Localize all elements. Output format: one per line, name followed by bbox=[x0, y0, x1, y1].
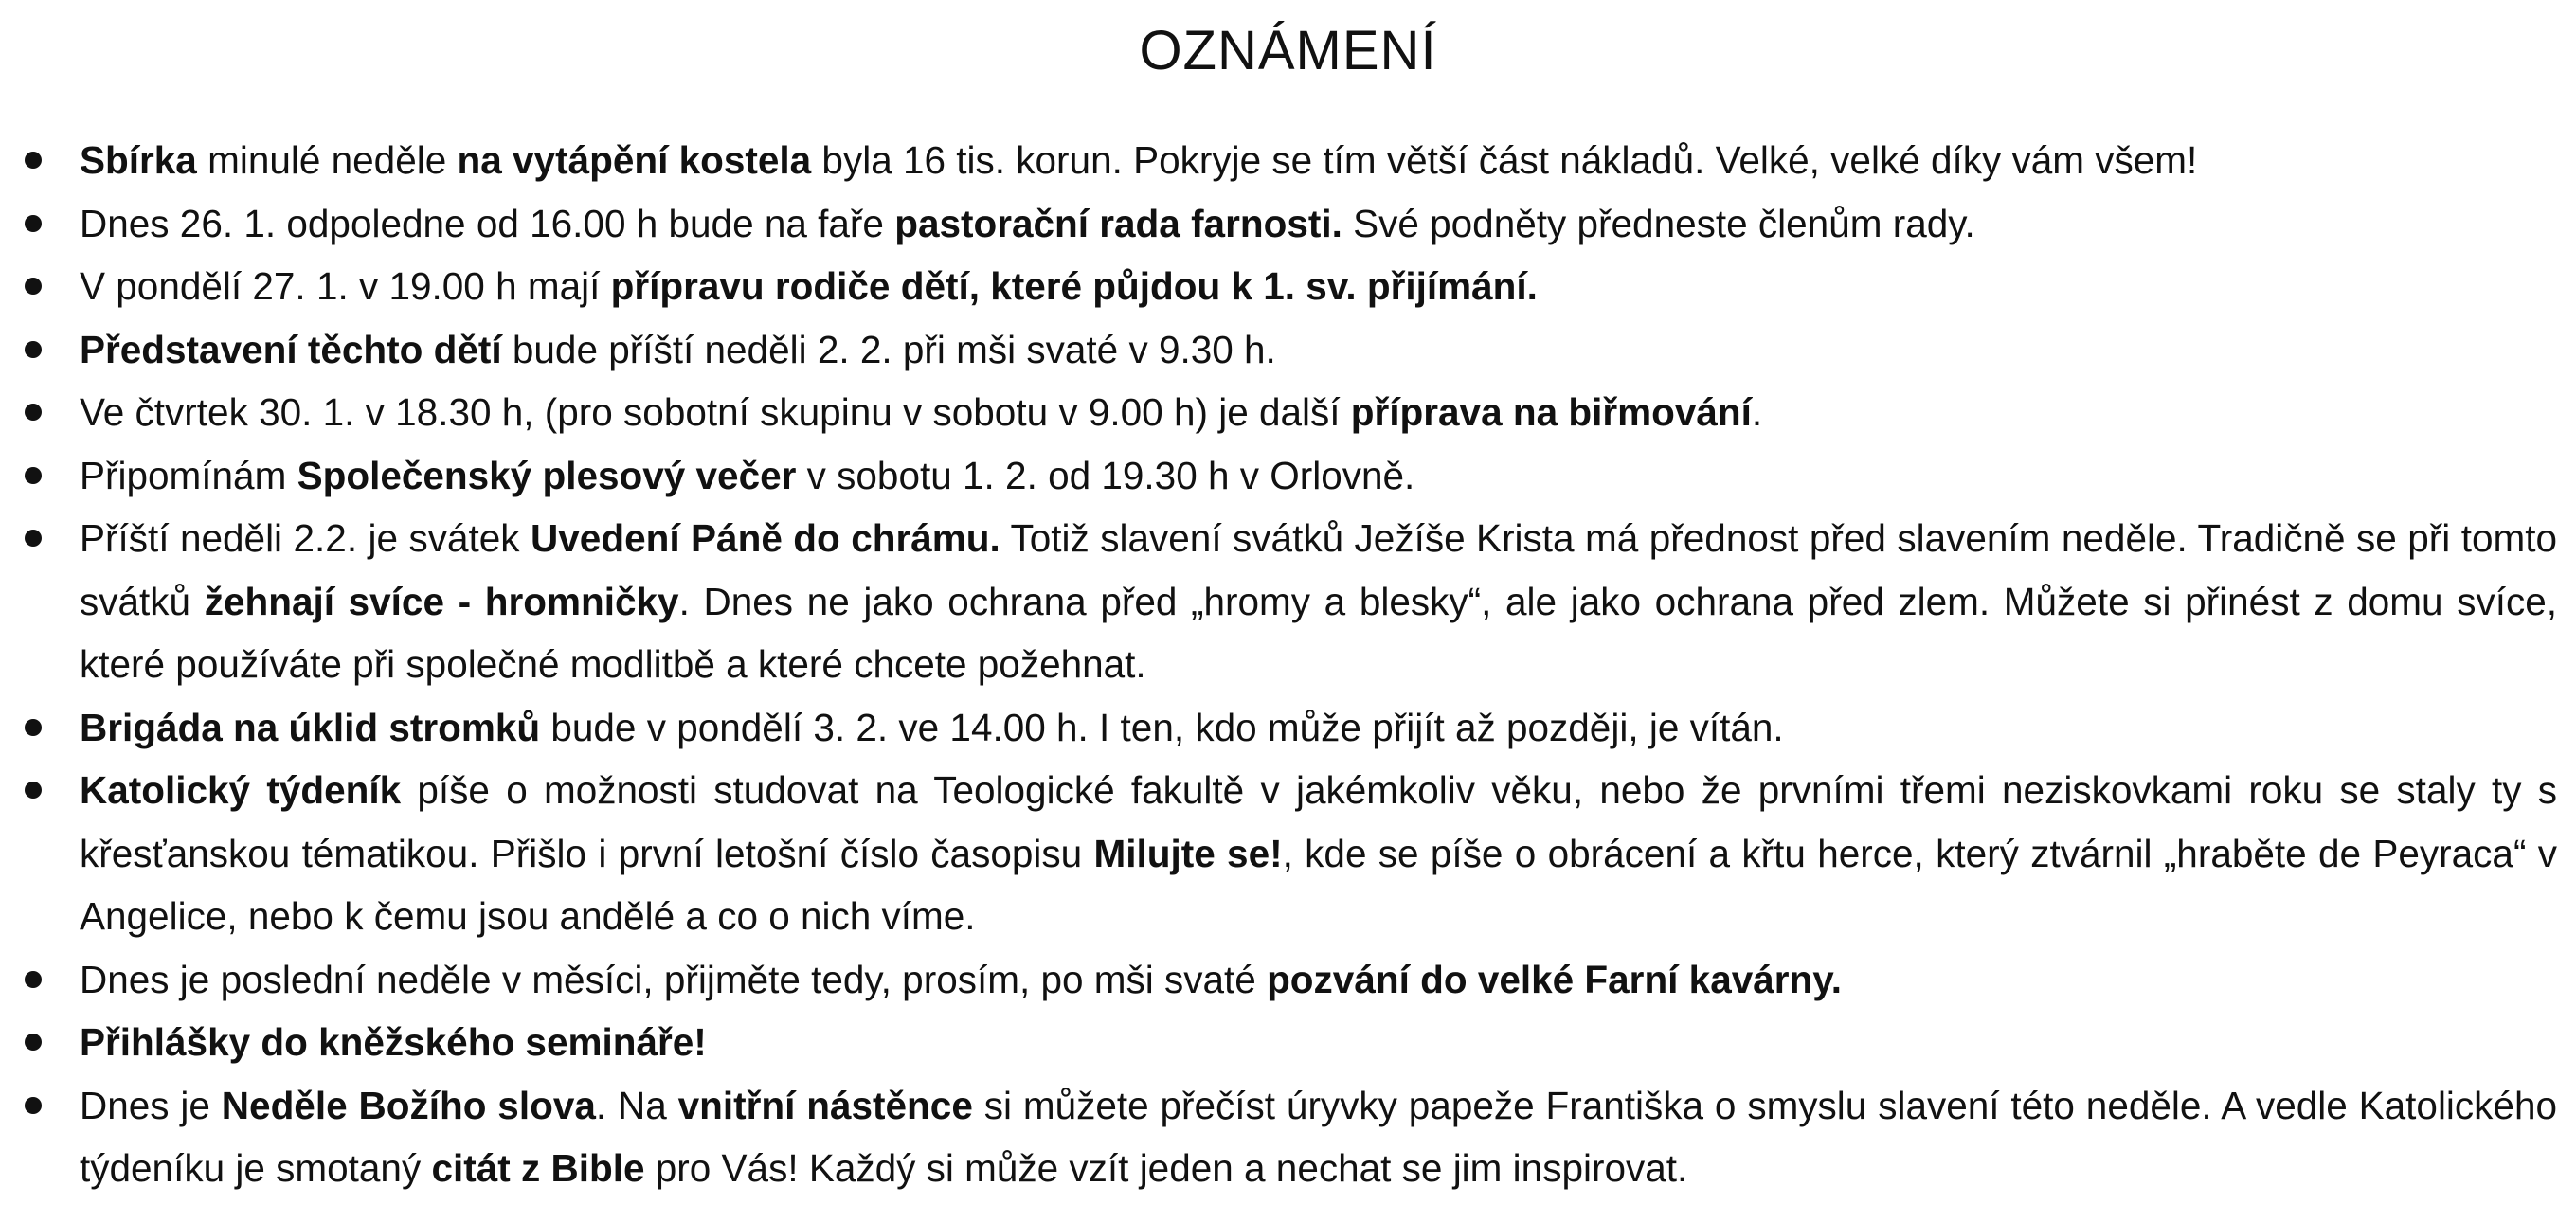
bold-text: Katolický týdeník bbox=[80, 768, 402, 812]
bold-text: příprava na biřmování bbox=[1350, 390, 1752, 434]
bullet-icon bbox=[25, 1097, 42, 1114]
text-segment: . Na bbox=[595, 1083, 678, 1127]
bullet-icon bbox=[25, 278, 42, 295]
bold-text: Přihlášky do kněžského semináře! bbox=[80, 1020, 707, 1064]
text-segment: Své podněty předneste členům rady. bbox=[1342, 201, 1975, 245]
text-segment: Totiž slavení svátků Ježíše Krista má přednost před slavením neděle. Tradičně se při tomto svátků bbox=[80, 516, 2557, 623]
text-segment: V pondělí 27. 1. v 19.00 h mají bbox=[80, 264, 611, 308]
text-segment: bude v pondělí 3. 2. ve 14.00 h. I ten, kdo může přijít až později, je vítán. bbox=[540, 705, 1784, 749]
text-segment: Dnes je poslední neděle v měsíci, přijměte tedy, prosím, po mši svaté bbox=[80, 957, 1268, 1001]
bold-text: vnitřní nástěnce bbox=[677, 1083, 973, 1127]
text-segment: píše o možnosti studovat na Teologické fakultě v jakémkoliv věku, nebo že prvními třemi neziskovkami roku se staly ty s křesťanskou tématikou. Přišlo i první letošní číslo časopisu bbox=[80, 768, 2557, 875]
announcement-item bbox=[0, 507, 2557, 696]
bullet-icon bbox=[25, 467, 42, 484]
text-segment: , kde se píše o obrácení a křtu herce, který ztvárnil „hraběte de Peyraca“ v Angelice, nebo k čemu jsou andělé a co o nich víme. bbox=[80, 831, 2558, 938]
bullet-icon bbox=[25, 719, 42, 736]
text-segment: byla 16 tis. korun. Pokryje se tím větší část nákladů. Velké, velké díky vám všem! bbox=[811, 138, 2198, 182]
bold-text: žehnají svíce - hromničky bbox=[204, 579, 679, 623]
bold-text: pastorační rada farnosti. bbox=[894, 201, 1342, 245]
bullet-icon bbox=[25, 152, 42, 169]
text-segment: . bbox=[1751, 390, 1763, 434]
announcement-item bbox=[0, 381, 2557, 444]
bold-text: Uvedení Páně do chrámu. bbox=[531, 516, 1000, 560]
announcement-item bbox=[0, 318, 2557, 382]
text-segment: si můžete přečíst úryvky papeže Františka o smyslu slavení této neděle. A vedle Katolického týdeníku je smotaný bbox=[80, 1083, 2558, 1190]
bullet-icon bbox=[25, 215, 42, 232]
announcement-item bbox=[0, 948, 2557, 1012]
bullet-icon bbox=[25, 341, 42, 358]
text-segment: v sobotu 1. 2. od 19.30 h v Orlovně. bbox=[796, 453, 1415, 497]
announcement-item bbox=[0, 696, 2557, 760]
bold-text: Brigáda na úklid stromků bbox=[80, 705, 541, 749]
bold-text: Představení těchto dětí bbox=[80, 327, 502, 371]
page-title: OZNÁMENÍ bbox=[1139, 20, 1437, 81]
announcement-item bbox=[0, 192, 2557, 256]
bullet-icon bbox=[25, 404, 42, 421]
text-segment: Připomínám bbox=[80, 453, 297, 497]
bullet-icon bbox=[25, 971, 42, 988]
announcement-list bbox=[0, 129, 2576, 1200]
text-segment: bude příští neděli 2. 2. při mši svaté v 9.30 h. bbox=[501, 327, 1276, 371]
bullet-icon bbox=[25, 530, 42, 547]
text-segment: Dnes je bbox=[80, 1083, 222, 1127]
text-segment: pro Vás! Každý si může vzít jeden a nechat se jim inspirovat. bbox=[644, 1146, 1688, 1190]
announcement-item bbox=[0, 759, 2557, 948]
announcement-item bbox=[0, 444, 2557, 508]
bold-text: citát z Bible bbox=[431, 1146, 645, 1190]
bold-text: Společenský plesový večer bbox=[297, 453, 797, 497]
bullet-icon bbox=[25, 1034, 42, 1051]
bold-text: Sbírka bbox=[80, 138, 197, 182]
text-segment: Ve čtvrtek 30. 1. v 18.30 h, (pro sobotní skupinu v sobotu v 9.00 h) je další bbox=[80, 390, 1351, 434]
text-segment: Dnes 26. 1. odpoledne od 16.00 h bude na faře bbox=[80, 201, 895, 245]
announcement-item bbox=[0, 255, 2557, 318]
text-segment: minulé neděle bbox=[196, 138, 458, 182]
bold-text: přípravu rodiče dětí, které půjdou k 1. sv. přijímání. bbox=[610, 264, 1538, 308]
announcement-item bbox=[0, 1074, 2557, 1200]
bold-text: na vytápění kostela bbox=[457, 138, 812, 182]
text-segment: . Dnes ne jako ochrana před „hromy a blesky“, ale jako ochrana před zlem. Můžete si přinést z domu svíce, které používáte při společné modlitbě a které chcete požehnat. bbox=[80, 579, 2557, 686]
bold-text: Neděle Božího slova bbox=[221, 1083, 596, 1127]
announcement-item bbox=[0, 129, 2557, 192]
bold-text: pozvání do velké Farní kavárny. bbox=[1267, 957, 1843, 1001]
bold-text: Milujte se! bbox=[1093, 831, 1283, 875]
text-segment: Příští neděli 2.2. je svátek bbox=[80, 516, 531, 560]
bullet-icon bbox=[25, 782, 42, 799]
announcement-item bbox=[0, 1011, 2557, 1074]
